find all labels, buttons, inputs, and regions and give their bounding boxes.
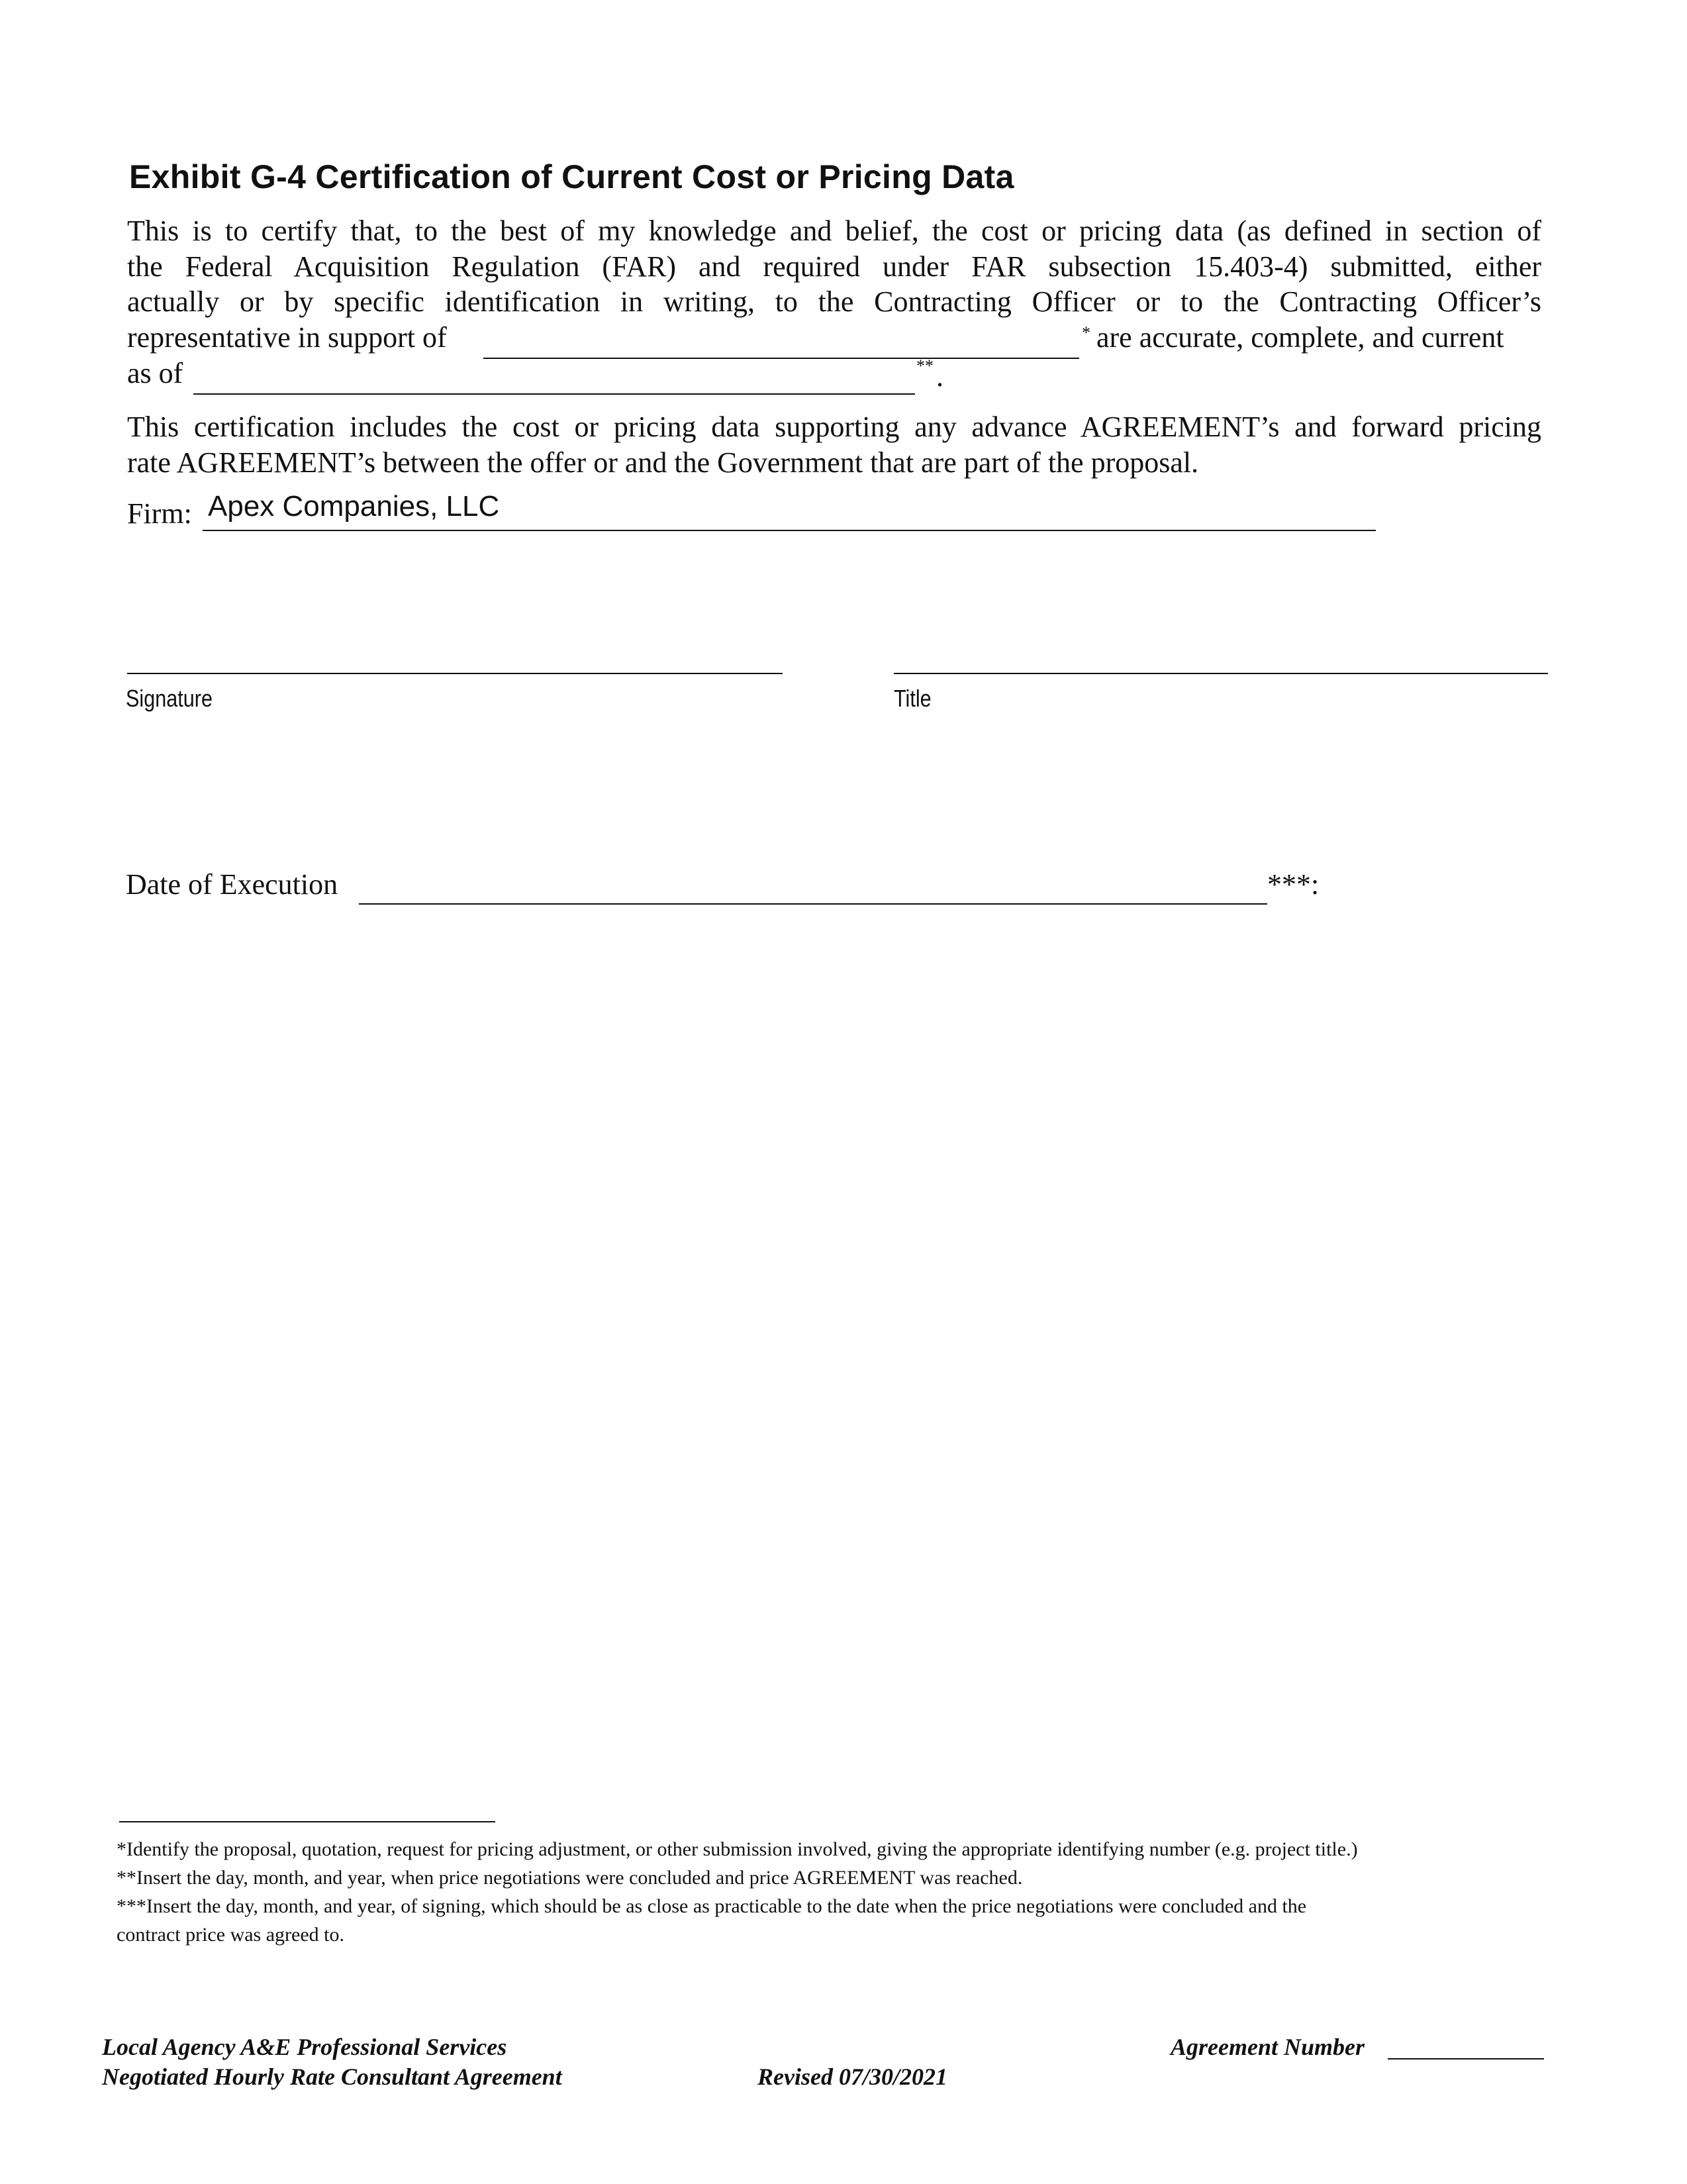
footnotes	[117, 1835, 1593, 1949]
page-title: Exhibit G-4 Certification of Current Cost or Pricing Data	[129, 158, 1014, 195]
date-of-execution-field[interactable]	[359, 903, 1267, 905]
footnote-3-continued: contract price was agreed to.	[117, 1924, 344, 1946]
certification-line-2: the Federal Acquisition Regulation (FAR) and required under FAR subsection 15.403-4) submitted, either	[127, 250, 1541, 283]
agreement-number-label: Agreement Number	[1171, 2034, 1365, 2060]
firm-label: Firm:	[127, 497, 192, 530]
certification-line-3: actually or by specific identification in writing, to the Contracting Officer or to the Contracting Officer’s	[127, 285, 1541, 318]
includes-paragraph	[127, 409, 1541, 480]
certification-line-1: This is to certify that, to the best of my knowledge and belief, the cost or pricing data (as defined in section of	[127, 215, 1541, 247]
footnote-2: **Insert the day, month, and year, when price negotiations were concluded and price AGREEMENT was reached.	[117, 1867, 1023, 1889]
includes-line-1: This certification includes the cost or pricing data supporting any advance AGREEMENT’s and forward pricing	[127, 411, 1541, 443]
certification-line-5-prefix: as of	[127, 357, 183, 389]
certification-line-4-suffix: are accurate, complete, and current	[1096, 321, 1504, 354]
firm-field-line	[203, 530, 1376, 531]
certification-line-5-period: .	[936, 360, 943, 393]
footnote-mark-single: *	[1082, 323, 1090, 342]
certification-line-4-prefix: representative in support of	[127, 321, 447, 354]
title-label: Title	[894, 685, 932, 712]
footnote-1: *Identify the proposal, quotation, request for pricing adjustment, or other submission involved, giving the appropriate identifying number (e.g. project title.)	[117, 1838, 1358, 1860]
footnote-mark-double: **	[916, 356, 934, 375]
certification-paragraph	[127, 213, 1541, 320]
title-field[interactable]	[894, 673, 1548, 674]
as-of-date-field[interactable]	[193, 393, 915, 395]
footer-agency-line: Local Agency A&E Professional Services	[102, 2034, 507, 2060]
footer-revised-date: Revised 07/30/2021	[757, 2063, 947, 2090]
firm-value[interactable]: Apex Companies, LLC	[208, 490, 500, 522]
footnote-mark-triple: ***:	[1267, 868, 1320, 901]
date-of-execution-label: Date of Execution	[126, 868, 338, 901]
footnote-separator	[119, 1821, 495, 1822]
footer-agreement-type-line: Negotiated Hourly Rate Consultant Agreement	[102, 2063, 562, 2090]
proposal-identification-field[interactable]	[483, 358, 1079, 359]
footnote-3: ***Insert the day, month, and year, of signing, which should be as close as practicable to the date when the price negotiations were concluded and the	[117, 1895, 1307, 1917]
signature-label: Signature	[126, 685, 213, 712]
agreement-number-field[interactable]	[1388, 2058, 1544, 2060]
includes-line-2: rate AGREEMENT’s between the offer or and the Government that are part of the proposal.	[127, 446, 1199, 479]
signature-field[interactable]	[127, 673, 783, 674]
